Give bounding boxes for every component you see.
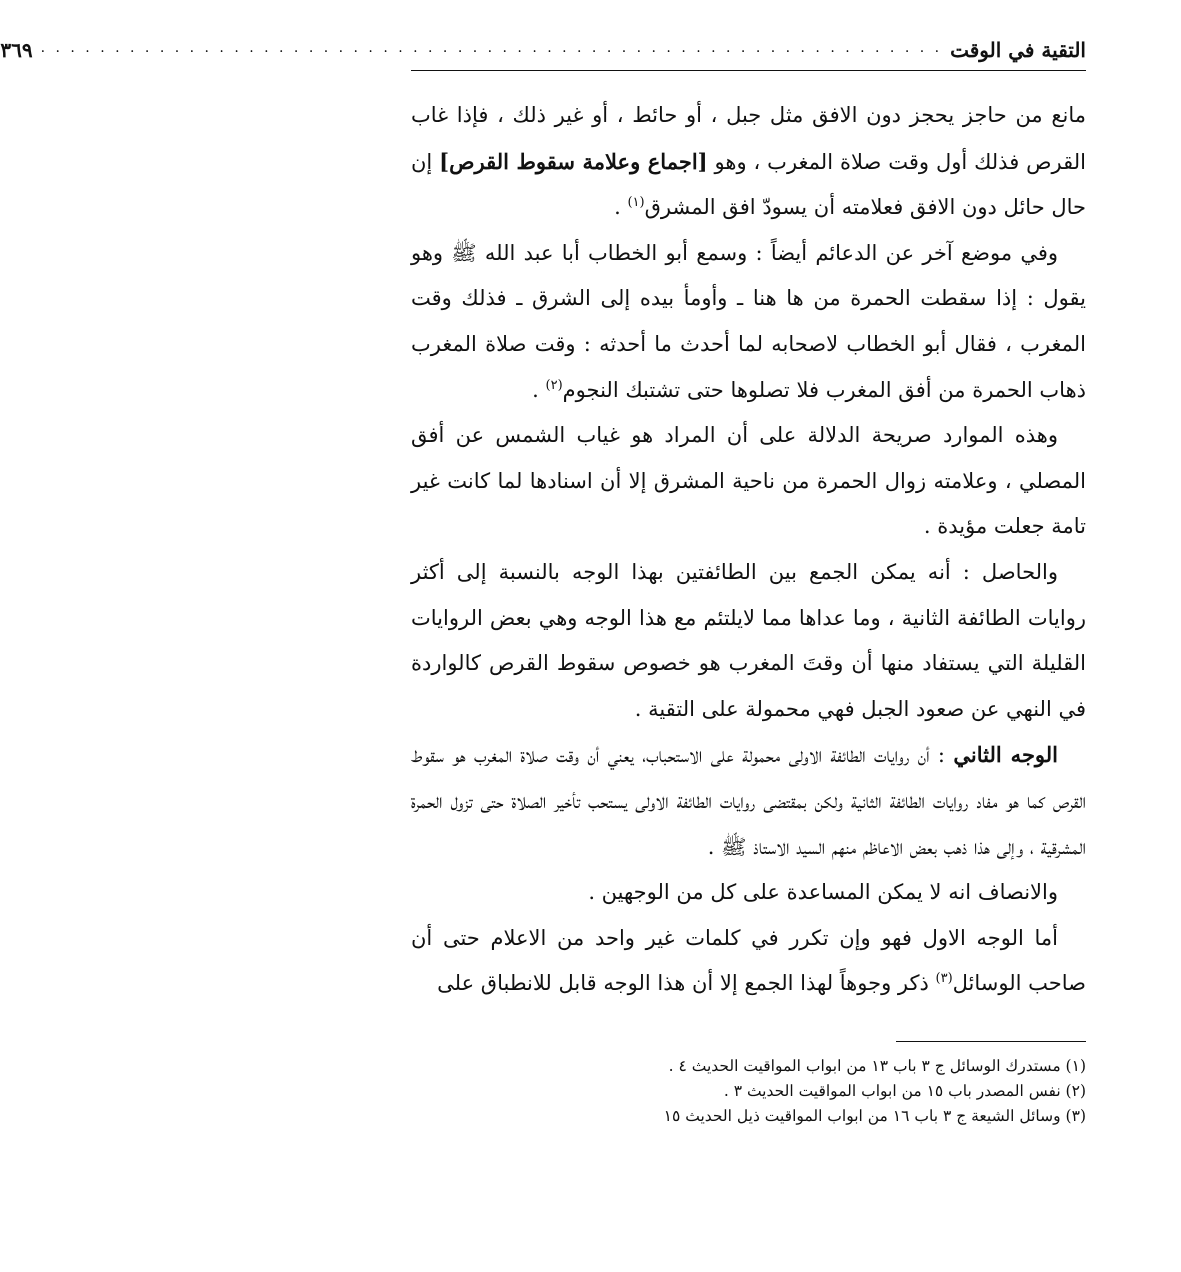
footnote: (٢) نفس المصدر باب ١٥ من ابواب المواقيت الحديث ٣ . xyxy=(723,1081,1086,1100)
paragraph: أما الوجه الاول فهو وإن تكرر في كلمات غير واحد من الاعلام حتى أن صاحب الوسائل$^{(٣)}$ ذكر وجوهاً لهذا الجمع إلا أن هذا الوجه قابل للانطباق على xyxy=(411,925,1086,996)
paragraph: والانصاف انه لا يمكن المساعدة على كل من الوجهين . xyxy=(588,880,1058,905)
footnote-ref: (٢) xyxy=(545,377,563,393)
footnote-ref: (١) xyxy=(627,195,645,211)
running-title: التقية في الوقت xyxy=(950,38,1086,62)
footnote: (١) مستدرك الوسائل ج ٣ باب ١٣ من ابواب المواقيت الحديث ٤ . xyxy=(668,1056,1086,1075)
paragraph: وهذه الموارد صريحة الدلالة على أن المراد هو غياب الشمس عن أفق المصلي ، وعلامته زوال الحمرة من ناحية المشرق إلا أن اسنادها لما كانت غير تامة جعلت مؤيدة . xyxy=(411,423,1086,539)
footnotes xyxy=(411,1054,1086,1129)
footnote-separator xyxy=(896,1041,1086,1042)
main-text xyxy=(411,93,1086,1007)
footnote-ref: (٣) xyxy=(935,971,953,987)
leader-dots: . . . . . . . . . . . . . . . . . . . . . . . . . . . . . . . . . . . . . . . . . . . . . . . . . . . . . . . . . . . . . xyxy=(40,40,943,56)
header-rule xyxy=(411,70,1086,71)
section-heading: الوجه الثاني xyxy=(953,742,1059,768)
running-header xyxy=(0,28,1086,62)
page-number: ٣٦٩ xyxy=(0,38,33,62)
footnote: (٣) وسائل الشيعة ج ٣ باب ١٦ من ابواب المواقيت ذيل الحديث ١٥ xyxy=(663,1106,1086,1125)
paragraph: والحاصل : أنه يمكن الجمع بين الطائفتين بهذا الوجه بالنسبة إلى أكثر روايات الطائفة الثانية ، وما عداها مما لايلتئم مع هذا الوجه وهي بعض الروايات القليلة التي يستفاد منها أن وقتَ المغرب هو خصوص سقوط القرص كالواردة في النهي عن صعود الجبل فهي محمولة على التقية . xyxy=(411,559,1086,721)
paragraph: وفي موضع آخر عن الدعائم أيضاً : وسمع أبو الخطاب أبا عبد الله ﷺ وهو يقول : إذا سقطت الحمرة من ها هنا ـ وأومأ بيده إلى الشرق ـ فذلك وقت المغرب ، فقال أبو الخطاب لاصحابه لما أحدث ما أحدثه : وقت صلاة المغرب ذهاب الحمرة من أفق المغرب فلا تصلوها حتى تشتبك النجوم$^{(٢)}$ . xyxy=(411,240,1086,402)
book-page xyxy=(0,28,1086,1129)
paragraph: الوجه الثاني : أن روايات الطائفة الاولى محمولة على الاستحباب، يعني أن وقت صلاة المغرب هو سقوط القرص كما هو مفاد روايات الطائفة الثانية ولكن بمقتضى روايات الطائفة الاولى يستحب تأخير الصلاة حتى تزول الحمرة المشرقية ، وإلى هذا ذهب بعض الاعاظم منهم السيد الاستاذ ﷺ . xyxy=(411,742,1086,859)
paragraph: مانع من حاجز يحجز دون الافق مثل جبل ، أو حائط ، أو غير ذلك ، فإذا غاب القرص فذلك أول وقت صلاة المغرب ، وهو [اجماع وعلامة سقوط القرص] إن حال حائل دون الافق فعلامته أن يسودّ افق المشرق$^{(١)}$ . xyxy=(411,103,1086,220)
